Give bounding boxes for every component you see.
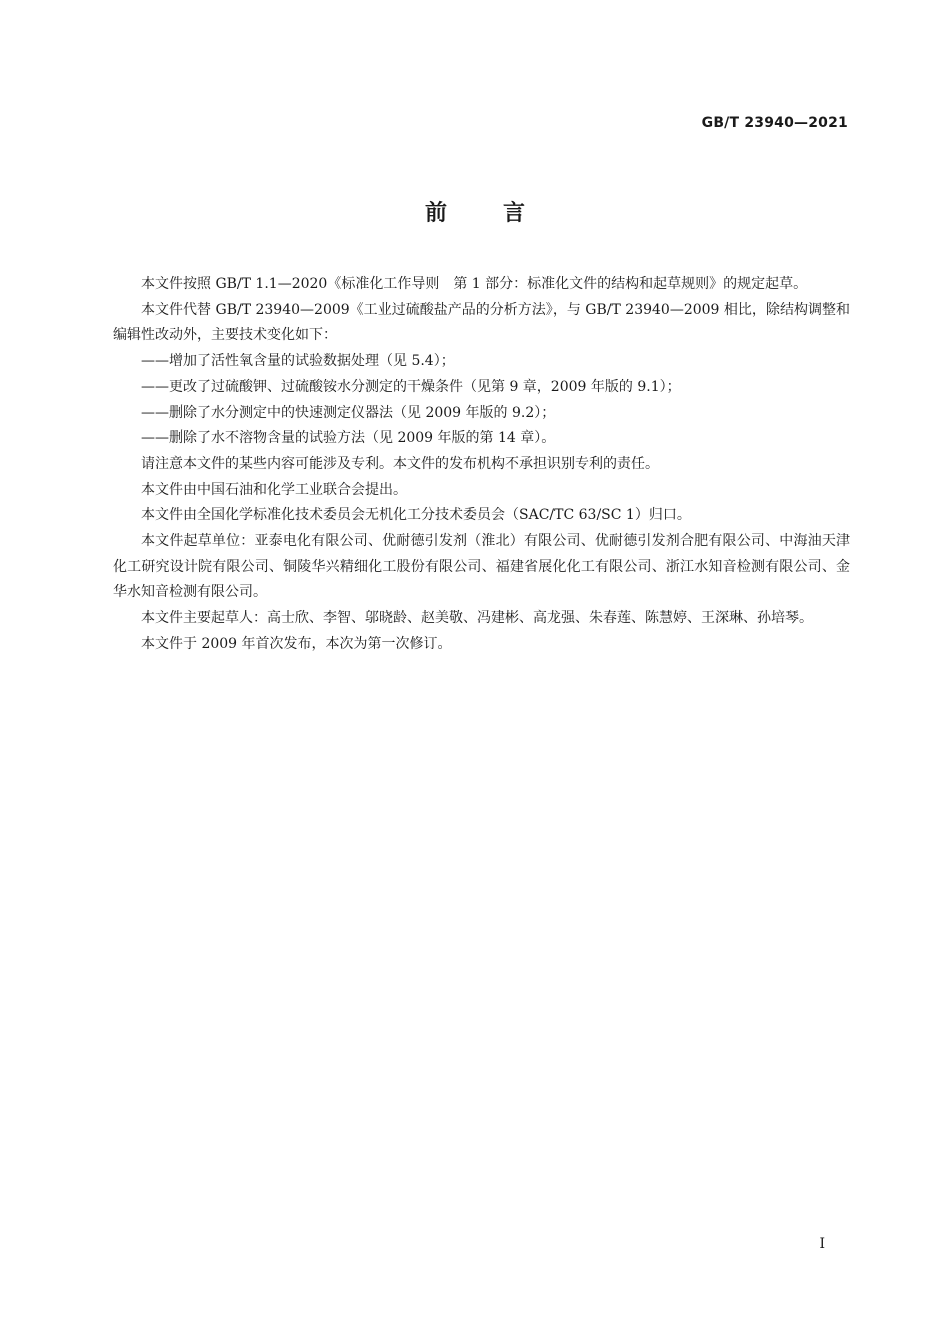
paragraph-committee: 本文件由全国化学标准化技术委员会无机化工分技术委员会（SAC/TC 63/SC 1）归口。 bbox=[141, 507, 691, 524]
page-title: 前言 bbox=[424, 201, 581, 226]
paragraph-history: 本文件于 2009 年首次发布，本次为第一次修订。 bbox=[141, 635, 452, 652]
paragraph-drafting-rules: 本文件按照 GB/T 1.1—2020《标准化工作导则 第 1 部分：标准化文件的结构和起草规则》的规定起草。 bbox=[141, 276, 808, 292]
foreword-body bbox=[113, 272, 850, 658]
paragraph-proposer: 本文件由中国石油和化学工业联合会提出。 bbox=[141, 481, 407, 498]
paragraph-drafters: 本文件主要起草人：高士欣、李智、邬晓龄、赵美敬、冯建彬、高龙强、朱春莲、陈慧婷、王深琳、孙培琴。 bbox=[141, 610, 813, 627]
standard-code: GB/T 23940—2021 bbox=[701, 115, 848, 131]
change-item: ——增加了活性氧含量的试验数据处理（见 5.4）； bbox=[141, 353, 455, 370]
page-number: I bbox=[819, 1236, 825, 1252]
paragraph-replacement: 本文件代替 GB/T 23940—2009《工业过硫酸盐产品的分析方法》，与 GB/T 23940—2009 相比，除结构调整和编辑性改动外，主要技术变化如下： bbox=[113, 301, 850, 344]
change-item: ——更改了过硫酸钾、过硫酸铵水分测定的干燥条件（见第 9 章，2009 年版的 9.1）； bbox=[141, 378, 681, 395]
change-item: ——删除了水不溶物含量的试验方法（见 2009 年版的第 14 章）。 bbox=[141, 430, 556, 447]
paragraph-patent-notice: 请注意本文件的某些内容可能涉及专利。本文件的发布机构不承担识别专利的责任。 bbox=[141, 455, 659, 472]
paragraph-drafting-units: 本文件起草单位：亚泰电化有限公司、优耐德引发剂（淮北）有限公司、优耐德引发剂合肥有限公司、中海油天津化工研究设计院有限公司、铜陵华兴精细化工股份有限公司、福建省展化化工有限公司、浙江水知音检测有限公司、金华水知音检测有限公司。 bbox=[113, 533, 850, 601]
change-item: ——删除了水分测定中的快速测定仪器法（见 2009 年版的 9.2）； bbox=[141, 404, 556, 421]
